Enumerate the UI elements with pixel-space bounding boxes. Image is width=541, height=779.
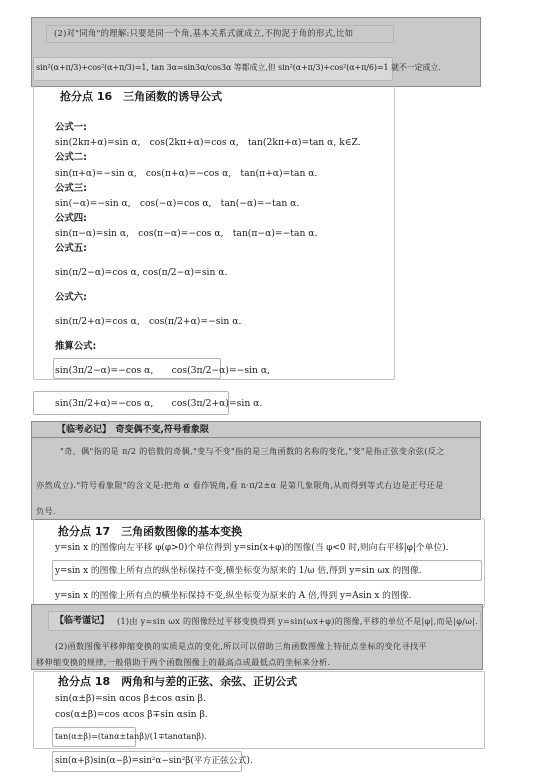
exam-tip-1-line-2: 亦然成立)."符号看象限"的含义是:把角 α 看作锐角,看 n·π/2±α 是第几象限角,从而得到等式右边是正号还是 [36, 480, 444, 490]
formula-5: sin(π/2−α)=cos α, cos(π/2−α)=sin α. [55, 267, 228, 278]
formula-2-title: 公式二: [55, 152, 87, 163]
formula-6: sin(π/2+α)=cos α, cos(π/2+α)=−sin α. [55, 316, 242, 327]
exam-tip-2-title: 【临考谨记】 [55, 616, 110, 626]
section-17-line-3: y=sin x 的图像上所有点的横坐标保持不变,纵坐标变为原来的 A 倍,得到 y=Asin x 的图像. [55, 591, 412, 601]
formula-5-title: 公式五: [55, 243, 87, 254]
formula-4: sin(π−α)=sin α, cos(π−α)=−cos α, tan(π−α)=−tan α. [55, 228, 318, 239]
formula-4-title: 公式四: [55, 213, 87, 224]
formula-3-title: 公式三: [55, 183, 87, 194]
exam-tip-1-line-3: 负号. [36, 506, 56, 516]
exam-tip-1-divider [31, 437, 481, 438]
section-17-header: 抢分点 17 三角函数图像的基本变换 [58, 525, 243, 538]
formula-3: sin(−α)=−sin α, cos(−α)=cos α, tan(−α)=−tan α. [55, 198, 300, 209]
exam-tip-1-line-1: "奇、偶"指的是 π/2 的倍数的奇偶,"变与不变"指的是三角函数的名称的变化,"变"是指正弦变余弦(反之 [60, 446, 445, 456]
section-17-line-1: y=sin x 的图像向左平移 φ(φ>0)个单位得到 y=sin(x+φ)的图像(当 φ<0 时,则向右平移|φ|个单位). [55, 543, 449, 553]
section-18-line-2: cos(α±β)=cos αcos β∓sin αsin β. [55, 709, 208, 720]
section-17-line-2: y=sin x 的图像上所有点的纵坐标保持不变,横坐标变为原来的 1/ω 倍,得到 y=sin ωx 的图像. [55, 566, 422, 576]
formula-2: sin(π+α)=−sin α, cos(π+α)=−cos α, tan(π+α)=tan α. [55, 168, 318, 179]
derived-2: sin(3π/2+α)=−cos α, cos(3π/2+α)=sin α. [55, 398, 263, 409]
exam-tip-2-line-3: 移伸缩变换的规律,一般借助于两个函数图像上的最高点或最低点的坐标来分析. [36, 657, 331, 667]
note-text: (2)对"同角"的理解:只要是同一个角,基本关系式就成立,不拘泥于角的形式,比如 [54, 28, 354, 38]
formula-1-title: 公式一: [55, 122, 87, 133]
exam-tip-2-line-2: (2)函数图像平移伸缩变换的实质是点的变化,所以可以借助三角函数图像上特征点坐标的变化寻找平 [55, 641, 427, 651]
formula-6-title: 公式六: [55, 292, 87, 303]
exam-tip-2-line-1: (1)由 y=sin ωx 的图像经过平移变换得到 y=sin(ωx+φ)的图像,平移的单位不是|φ|,而是|φ/ω|. [117, 616, 479, 626]
section-18-line-1: sin(α±β)=sin αcos β±cos αsin β. [55, 693, 206, 704]
section-18-line-4: sin(α+β)sin(α−β)=sin²α−sin²β(平方正弦公式). [55, 756, 253, 766]
formula-1: sin(2kπ+α)=sin α, cos(2kπ+α)=cos α, tan(2kπ+α)=tan α, k∈Z. [55, 137, 361, 148]
section-18-line-3: tan(α±β)=(tanα±tanβ)/(1∓tanαtanβ). [55, 732, 207, 741]
note-formula: sin²(α+π/3)+cos²(α+π/3)=1, tan 3α=sin3α/cos3α 等都成立,但 sin²(α+π/3)+cos²(α+π/6)=1 就不一定成立. [36, 63, 441, 72]
exam-tip-1-title: 【临考必记】 奇变偶不变,符号看象限 [57, 425, 209, 435]
section-16-header: 抢分点 16 三角函数的诱导公式 [60, 90, 223, 103]
derived-title: 推算公式: [55, 341, 97, 352]
section-18-header: 抢分点 18 两角和与差的正弦、余弦、正切公式 [58, 675, 298, 688]
exam-tip-1 [31, 421, 481, 520]
derived-1: sin(3π/2−α)=−cos α, cos(3π/2−α)=−sin α, [55, 365, 270, 376]
